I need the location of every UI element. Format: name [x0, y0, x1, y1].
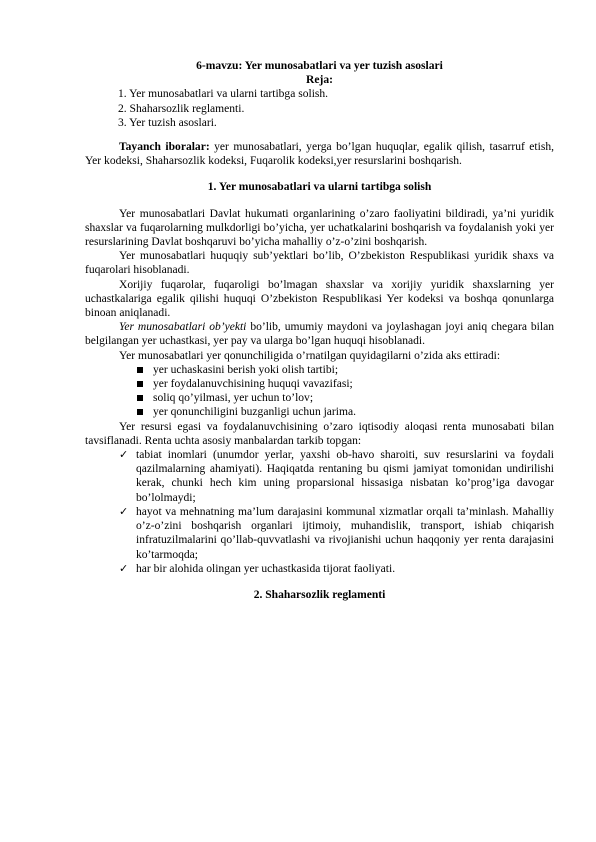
keywords-label: Tayanch iboralar: [119, 141, 210, 154]
paragraph-3: Xorijiy fuqarolar, fuqaroligi bo’lmagan shaxslar va xorijiy yuridik shaxslarning yer uchastkalariga egalik qilishi huquqi O’zbekiston Respublikasi Yer kodeksi va boshqa qonunlarga binoan aniqlanadi. [85, 278, 554, 320]
list-item: ✓ har bir alohida olingan yer uchastkasida tijorat faoliyati. [119, 561, 396, 575]
paragraph-4-text: bo’lib, umumiy maydoni va joylashagan joyi aniq chegara bilan belgilangan yer uchastkasi, yer pay va ularga bo’lgan huquqi hisoblanadi. [85, 321, 554, 348]
section-1-heading: 1. Yer munosabatlari va ularni tartibga solish [207, 181, 432, 194]
paragraph-6: Yer resursi egasi va foydalanuvchisining o’zaro iqtisodiy aloqasi renta munosabati bilan tavsiflanadi. Renta uchta asosiy manbalardan tarkib topgan: [85, 420, 554, 447]
checkmark-list [85, 448, 554, 576]
paragraph-4 [85, 320, 554, 348]
square-bullet-icon [137, 395, 143, 401]
document-title: 6-mavzu: Yer munosabatlari va yer tuzish asoslari [196, 60, 443, 72]
plan-heading: Reja: [306, 74, 333, 87]
list-item: yer qonunchiligini buzganligi uchun jarima. [137, 405, 554, 419]
list-item: ✓ tabiat inomlari (unumdor yerlar, yaxshi ob-havo sharoiti, suv resurslarini va foydali qazilmalarning ahamiyati). Haqiqatda rentaning bu qismi jamiyat tomonidan undirilishi kerak, chunki hech kim uning proparsional hissasiga nisbatan ko’prog’iga davogar bo’lolmaydi; [119, 448, 554, 504]
square-bullet-icon [137, 381, 143, 387]
paragraph-5: Yer munosabatlari yer qonunchiligida o’rnatilgan quyidagilarni o’zida aks ettiradi: [119, 349, 501, 362]
keywords-paragraph [85, 140, 554, 168]
plan-item: 2. Shaharsozlik reglamenti. [118, 102, 245, 115]
keywords-text: yer munosabatlari, yerga bo’lgan huquqlar, egalik qilish, tasarruf etish, Yer kodeksi, Shaharsozlik kodeksi, Fuqarolik kodeksi,yer resurslarini boshqarish. [85, 141, 554, 168]
checkmark-icon: ✓ [119, 561, 129, 575]
page-content [85, 59, 554, 602]
plan-item: 1. Yer munosabatlari va ularni tartibga solish. [118, 88, 329, 101]
list-item: ✓ hayot va mehnatning ma’lum darajasini kommunal xizmatlar orqali ta’minlash. Mahalliy o’z-o’zini boshqarish organlari ijtimoiy, muhandislik, transport, ishiab chiqarish infratuzilmalarini qo’llab-quvvatlashi va rivojianishi uchun haqqoniy yer renta darajasini ko’tarmoqda; [119, 504, 554, 561]
checkmark-icon: ✓ [119, 448, 129, 462]
list-item: soliq qo’yilmasi, yer uchun to’lov; [137, 391, 554, 405]
term-italic: Yer munosabatlari ob’yekti [119, 321, 247, 334]
plan-list [85, 87, 554, 130]
paragraph-1: Yer munosabatlari Davlat hukumati organlarining o’zaro faoliyatini bildiradi, ya’ni yuridik shaxslar va fuqarolarning mulkdorligi bo’yicha, yer uchatkalarini boshqarish va foydalanish yoki yer resurslarining Davlat boshqaruvi bo’yicha mahalliy o’z-o’zini boshqarish. [85, 207, 554, 249]
section-2-heading: 2. Shaharsozlik reglamenti [253, 588, 386, 601]
square-bullet-icon [137, 367, 143, 373]
list-item: yer uchaskasini berish yoki olish tartibi; [137, 363, 554, 377]
list-item: yer foydalanuvchisining huquqi vavazifasi; [137, 377, 554, 391]
square-bullet-icon [137, 409, 143, 415]
paragraph-2: Yer munosabatlari huquqiy sub’yektlari bo’lib, O’zbekiston Respublikasi yuridik shaxs va fuqarolari hisoblanadi. [85, 250, 554, 277]
square-bullet-list [85, 363, 554, 420]
plan-item: 3. Yer tuzish asoslari. [118, 116, 217, 129]
checkmark-icon: ✓ [119, 504, 129, 518]
